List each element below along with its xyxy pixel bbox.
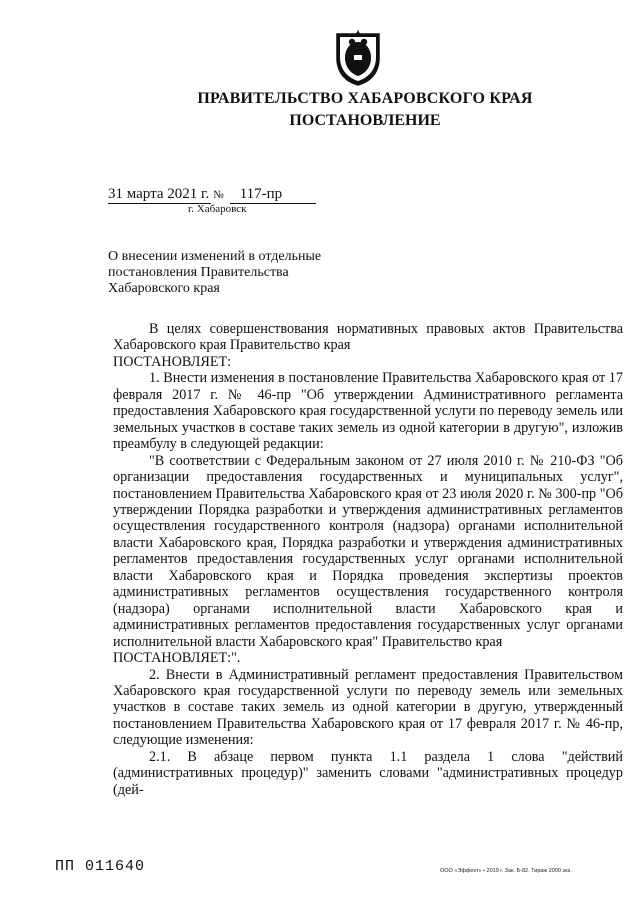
print-note: ООО «Эффект» • 2019 г. Зак. Б-82. Тираж 2000 экз.	[440, 868, 572, 874]
document-body	[113, 321, 623, 798]
document-number: 117-пр	[230, 186, 316, 204]
form-serial	[55, 858, 145, 875]
paragraph: ПОСТАНОВЛЯЕТ:".	[113, 650, 241, 667]
paragraph: 2.1. В абзаце первом пункта 1.1 раздела 1 слова "действий (административных процедур)" заменить словами "административных процедур (дей-	[113, 748, 623, 798]
paragraph: ПОСТАНОВЛЯЕТ:	[113, 353, 232, 370]
document-type: ПОСТАНОВЛЕНИЕ	[289, 112, 441, 129]
form-series: ПП	[55, 858, 76, 875]
organization-title: ПРАВИТЕЛЬСТВО ХАБАРОВСКОГО КРАЯ	[197, 90, 533, 107]
city: г. Хабаровск	[188, 203, 247, 215]
date-number-line	[108, 186, 316, 204]
paragraph: "В соответствии с Федеральным законом от 27 июля 2010 г. № 210-ФЗ "Об организации предоставления государственных и муниципальных услуг", постановлением Правительства Хабаровского края от 23 июля 2020 г. № 300-пр "Об утверждении Порядка разработки и утверждения административных регламентов осуществления государственного контроля (надзора) органами исполнительной власти Хабаровского края, Порядка разработки и утверждения административных регламентов предоставления государственных услуг органами исполнительной власти Хабаровского края и Порядка проведения экспертизы проектов административных регламентов осуществления государственного контроля (надзора) органами исполнительной власти Хабаровского края и административных регламентов предоставления государственных услуг органами исполнительной власти Хабаровского края" Правительство края	[113, 452, 623, 650]
document-date: 31 марта 2021 г.	[108, 186, 210, 202]
coat-of-arms-icon	[333, 28, 383, 86]
paragraph: 2. Внести в Административный регламент предоставления Правительством Хабаровского края государственной услуги по переводу земель или земельных участков в составе таких земель из одной категории в другую, утвержденный постановлением Правительства Хабаровского края от 17 февраля 2017 г. № 46-пр, следующие изменения:	[113, 666, 623, 749]
number-label: №	[213, 189, 224, 201]
form-code: 011640	[85, 858, 146, 875]
paragraph: 1. Внести изменения в постановление Правительства Хабаровского края от 17 февраля 2017 г. № 46-пр "Об утверждении Административного регламента предоставления Хабаровского края государственной услуги по переводу земель или земельных участков в составе таких земель из одной категории в другую", изложив преамбулу в следующей редакции:	[113, 370, 623, 453]
document-subject: О внесении изменений в отдельные постановления Правительства Хабаровского края	[108, 249, 322, 296]
paragraph: В целях совершенствования нормативных правовых актов Правительства Хабаровского края Правительство края	[113, 321, 623, 354]
